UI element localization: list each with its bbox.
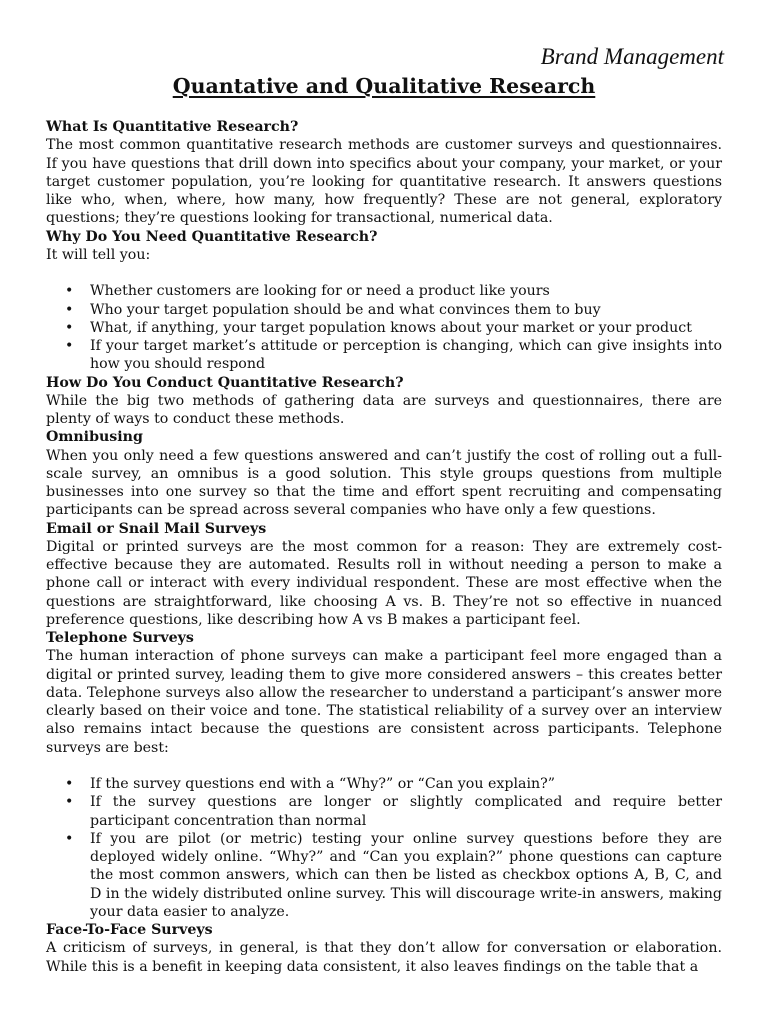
list-item: • Who your target population should be and what convinces them to buy [65, 301, 601, 318]
bullet-icon: • [65, 776, 74, 792]
paragraph-email-surveys: Digital or printed surveys are the most common for a reason: They are extremely cost-effective because they are automated. Results roll in without needing a person to make a phone call or interact with every individual respondent. These are most effective when the questions are straightforward, like choosing A vs. B. They’re not so effective in nuanced preference questions, like describing how A vs B makes a participant feel. [46, 538, 722, 628]
list-item: • If your target market’s attitude or perception is changing, which can give insights into how you should respond [65, 338, 722, 373]
heading-what-is: What Is Quantitative Research? [46, 119, 299, 135]
brand-header: Brand Management [540, 44, 724, 69]
bullet-icon: • [65, 319, 74, 336]
list-item: • If the survey questions end with a “Why?” or “Can you explain?” [65, 776, 555, 792]
spacer [46, 264, 722, 282]
page-title: Quantative and Qualitative Research [172, 74, 596, 98]
paragraph-telephone-surveys: The human interaction of phone surveys can make a participant feel more engaged than a digital or printed survey, leading them to give more considered answers – this creates better data. Telephone surveys also allow the researcher to understand a participant’s answer more clearly based on their voice and tone. The statistical reliability of a survey over an interview also remains intact because the questions are consistent across participants. Telephone surveys are best: [46, 648, 722, 756]
list-item: • Whether customers are looking for or need a product like yours [65, 283, 550, 300]
document-body [46, 118, 722, 976]
telephone-bullet-list [46, 775, 722, 921]
list-item: • What, if anything, your target population knows about your market or your product [65, 319, 692, 336]
list-item: • If you are pilot (or metric) testing your online survey questions before they are deployed widely online. “Why?” and “Can you explain?” phone questions can capture the most common answers, which can then be listed as checkbox options A, B, C, and D in the widely distributed online survey. This will discourage write-in answers, making your data easier to analyze. [65, 830, 722, 920]
bullet-icon: • [65, 830, 74, 847]
paragraph-face-to-face: A criticism of surveys, in general, is that they don’t allow for conversation or elaboration. While this is a benefit in keeping data consistent, it also leaves findings on the table that a [46, 940, 722, 975]
bullet-icon: • [65, 301, 74, 318]
paragraph-what-is: The most common quantitative research methods are customer surveys and questionnaires. If you have questions that drill down into specifics about your company, your market, or your target customer population, you’re looking for quantitative research. It answers questions like who, when, where, how many, how frequently? These are not general, exploratory questions; they’re questions looking for transactional, numerical data. [46, 137, 722, 227]
heading-why-need: Why Do You Need Quantitative Research? [46, 228, 378, 245]
why-bullet-list [46, 282, 722, 373]
heading-telephone-surveys: Telephone Surveys [46, 630, 194, 646]
bullet-icon: • [65, 794, 74, 811]
heading-how-conduct: How Do You Conduct Quantitative Research? [46, 374, 404, 391]
paragraph-how-conduct: While the big two methods of gathering data are surveys and questionnaires, there are plenty of ways to conduct these methods. [46, 392, 722, 427]
heading-omnibusing: Omnibusing [46, 429, 143, 446]
heading-email-surveys: Email or Snail Mail Surveys [46, 520, 267, 537]
spacer [46, 757, 722, 775]
bullet-icon: • [65, 283, 74, 300]
heading-face-to-face: Face-To-Face Surveys [46, 922, 213, 938]
paragraph-omnibusing: When you only need a few questions answered and can’t justify the cost of rolling out a full-scale survey, an omnibus is a good solution. This style groups questions from multiple businesses into one survey so that the time and effort spent recruiting and compensating participants can be spread across several companies who have only a few questions. [46, 447, 722, 519]
list-item: • If the survey questions are longer or slightly complicated and require better participant concentration than normal [65, 794, 722, 829]
bullet-icon: • [65, 338, 74, 354]
paragraph-why-intro: It will tell you: [46, 246, 151, 263]
